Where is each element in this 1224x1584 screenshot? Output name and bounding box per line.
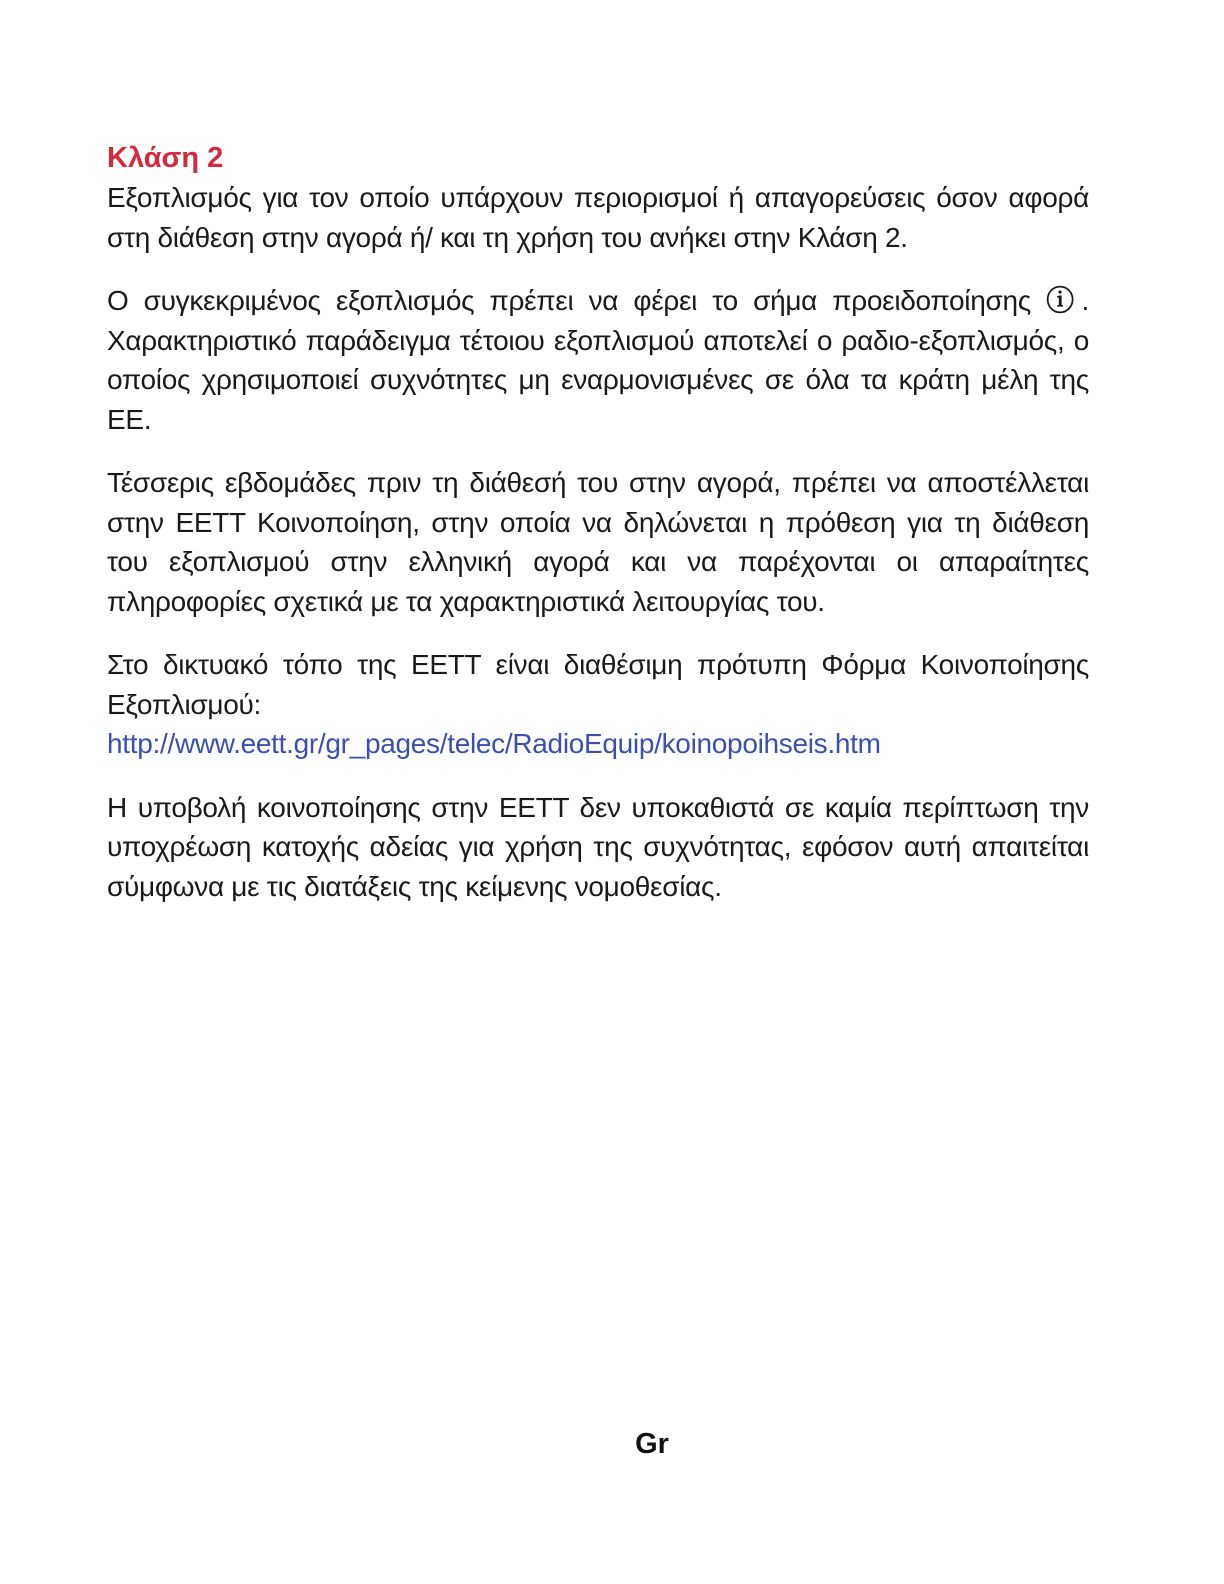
paragraph-warning-mark-text: Ο συγκεκριμένος εξοπλισμός πρέπει να φέρει το σήμα προειδοποίησης (107, 285, 1031, 316)
paragraph-license-obligation: Η υποβολή κοινοποίησης στην ΕΕΤΤ δεν υποκαθιστά σε καμία περίπτωση την υποχρέωση κατοχής αδείας για χρήση της συχνότητας, εφόσον αυτή απαιτείται σύμφωνα με τις διατάξεις της κείμενης νομοθεσίας. (107, 791, 1089, 902)
document-body (107, 138, 1089, 930)
paragraph-notification: Τέσσερις εβδομάδες πριν τη διάθεσή του στην αγορά, πρέπει να αποστέλλεται στην ΕΕΤΤ Κοινοποίηση, στην οποία να δηλώνεται η πρόθεση για τη διάθεση του εξοπλισμού στην ελληνική αγορά και να παρέχονται οι απαραίτητες πληροφορίες σχετικά με τα χαρακτηριστικά λειτουργίας του. (107, 467, 1089, 617)
warning-mark-icon: ⓘ (1046, 284, 1082, 317)
paragraph-form-text: Στο δικτυακό τόπο της ΕΕΤΤ είναι διαθέσιμη πρότυπη Φόρμα Κοινοποίησης Εξοπλισμού: (107, 649, 1089, 720)
paragraph-warning-mark (107, 281, 1089, 439)
paragraph-form-availability (107, 645, 1089, 764)
paragraph-warning-mark-rest: . Χαρακτηριστικό παράδειγμα τέτοιου εξοπλισμού αποτελεί ο ραδιο-εξοπλισμός, ο οποίος χρησιμοποιεί συχνότητες μη εναρμονισμένες σε όλα τα κράτη μέλη της ΕΕ. (107, 285, 1090, 435)
notification-form-link[interactable]: http://www.eett.gr/gr_pages/telec/RadioEquip/koinopoihseis.htm (107, 728, 881, 759)
section-heading: Κλάση 2 (107, 142, 224, 174)
page-footer-language: Gr (635, 1428, 669, 1460)
paragraph-class-definition: Εξοπλισμός για τον οποίο υπάρχουν περιορισμοί ή απαγορεύσεις όσον αφορά στη διάθεση στην αγορά ή/ και τη χρήση του ανήκει στην Κλάση 2. (107, 182, 1089, 253)
